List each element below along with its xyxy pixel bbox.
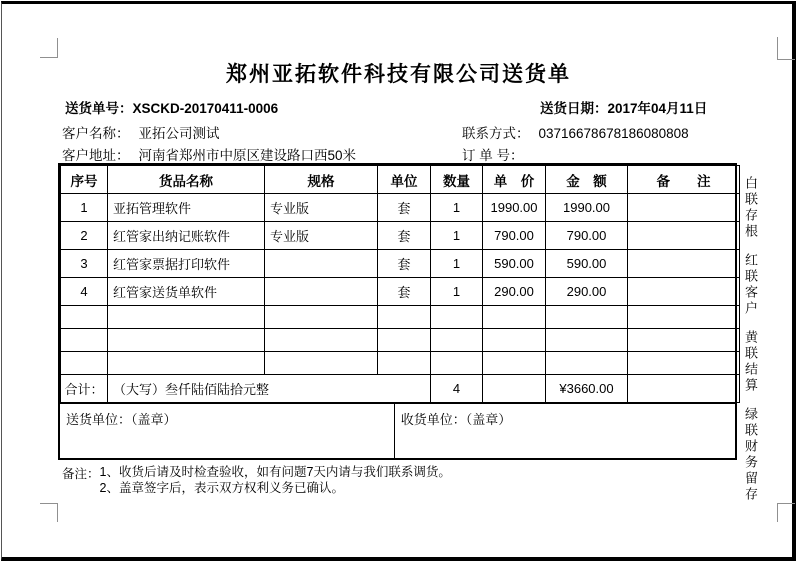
column-header: 备 注 bbox=[628, 166, 740, 194]
item-name: 红管家出纳记账软件 bbox=[108, 222, 265, 250]
item-no: 3 bbox=[61, 250, 108, 278]
table-row bbox=[61, 278, 740, 306]
sender-unit: 送货单位：（盖章） bbox=[60, 404, 395, 458]
delivery-no bbox=[65, 97, 278, 117]
table-row bbox=[61, 250, 740, 278]
total-label: 合计： bbox=[61, 375, 108, 403]
delivery-date bbox=[540, 97, 707, 117]
item-amount: 790.00 bbox=[546, 222, 628, 250]
empty-cell bbox=[483, 329, 546, 352]
item-no: 1 bbox=[61, 194, 108, 222]
empty-cell bbox=[546, 329, 628, 352]
customer-address-value: 河南省郑州市中原区建设路口西50米 bbox=[138, 148, 357, 163]
items-table bbox=[58, 163, 737, 460]
empty-row bbox=[61, 352, 740, 375]
item-qty: 1 bbox=[431, 250, 483, 278]
empty-cell bbox=[431, 352, 483, 375]
column-header: 货品名称 bbox=[108, 166, 265, 194]
item-amount: 1990.00 bbox=[546, 194, 628, 222]
notes bbox=[62, 464, 451, 496]
empty-cell bbox=[108, 352, 265, 375]
copy-label: 白联存根 bbox=[743, 176, 758, 240]
copy-color-labels bbox=[742, 176, 759, 503]
column-header: 金 额 bbox=[546, 166, 628, 194]
item-unit: 套 bbox=[378, 222, 431, 250]
order-no-label: 订 单 号： bbox=[462, 148, 524, 163]
amount-in-words: （大写）叁仟陆佰陆拾元整 bbox=[108, 375, 431, 403]
crop-mark-bottom-right bbox=[777, 503, 795, 522]
item-spec: 专业版 bbox=[265, 194, 378, 222]
empty-cell bbox=[546, 306, 628, 329]
contact-value: 03716678678186080808 bbox=[538, 126, 689, 141]
item-spec bbox=[265, 250, 378, 278]
table-row bbox=[61, 194, 740, 222]
column-header: 数量 bbox=[431, 166, 483, 194]
empty-cell bbox=[546, 352, 628, 375]
crop-mark-top-left bbox=[40, 38, 58, 58]
item-price: 790.00 bbox=[483, 222, 546, 250]
total-amount: ¥3660.00 bbox=[546, 375, 628, 403]
item-unit: 套 bbox=[378, 250, 431, 278]
copy-label: 红联客户 bbox=[743, 253, 758, 317]
column-header: 单 价 bbox=[483, 166, 546, 194]
table-header-row bbox=[61, 166, 740, 194]
contact bbox=[462, 122, 689, 142]
item-spec bbox=[265, 278, 378, 306]
item-remark bbox=[628, 222, 740, 250]
crop-mark-top-right bbox=[777, 37, 795, 60]
item-price: 590.00 bbox=[483, 250, 546, 278]
order-no bbox=[462, 144, 533, 164]
notes-label: 备注： bbox=[62, 467, 100, 481]
empty-cell bbox=[61, 306, 108, 329]
item-price: 290.00 bbox=[483, 278, 546, 306]
customer-name-value: 亚拓公司测试 bbox=[138, 126, 220, 141]
item-qty: 1 bbox=[431, 222, 483, 250]
empty-cell bbox=[265, 329, 378, 352]
empty-cell bbox=[61, 329, 108, 352]
customer-name bbox=[62, 122, 220, 142]
total-row bbox=[61, 375, 740, 403]
total-remark-empty bbox=[628, 375, 740, 403]
note-line-1: 1、收货后请及时检查验收，如有问题7天内请与我们联系调货。 bbox=[99, 465, 451, 479]
column-header: 序号 bbox=[61, 166, 108, 194]
item-no: 4 bbox=[61, 278, 108, 306]
stamp-row bbox=[60, 403, 735, 458]
empty-cell bbox=[378, 306, 431, 329]
empty-cell bbox=[108, 329, 265, 352]
item-name: 红管家票据打印软件 bbox=[108, 250, 265, 278]
items-grid bbox=[60, 165, 740, 403]
customer-address-label: 客户地址： bbox=[62, 148, 130, 163]
customer-name-label: 客户名称： bbox=[62, 126, 130, 141]
empty-row bbox=[61, 306, 740, 329]
empty-cell bbox=[108, 306, 265, 329]
empty-cell bbox=[378, 329, 431, 352]
column-header: 单位 bbox=[378, 166, 431, 194]
empty-cell bbox=[431, 306, 483, 329]
empty-cell bbox=[483, 306, 546, 329]
table-row bbox=[61, 222, 740, 250]
receiver-unit: 收货单位：（盖章） bbox=[400, 412, 512, 427]
item-remark bbox=[628, 250, 740, 278]
item-remark bbox=[628, 194, 740, 222]
copy-label: 黄联结算 bbox=[743, 330, 758, 394]
empty-cell bbox=[483, 352, 546, 375]
item-spec: 专业版 bbox=[265, 222, 378, 250]
empty-cell bbox=[265, 306, 378, 329]
empty-cell bbox=[61, 352, 108, 375]
column-header: 规格 bbox=[265, 166, 378, 194]
delivery-no-value: XSCKD-20170411-0006 bbox=[132, 101, 279, 116]
contact-label: 联系方式： bbox=[462, 126, 530, 141]
delivery-date-label: 送货日期： bbox=[540, 101, 608, 116]
item-name: 亚拓管理软件 bbox=[108, 194, 265, 222]
customer-address bbox=[62, 144, 356, 164]
total-price-empty bbox=[483, 375, 546, 403]
item-qty: 1 bbox=[431, 194, 483, 222]
empty-cell bbox=[628, 306, 740, 329]
page-title: 郑州亚拓软件科技有限公司送货单 bbox=[226, 63, 571, 86]
item-qty: 1 bbox=[431, 278, 483, 306]
crop-mark-bottom-left bbox=[40, 503, 58, 522]
empty-cell bbox=[431, 329, 483, 352]
delivery-date-value: 2017年04月11日 bbox=[607, 101, 708, 116]
item-price: 1990.00 bbox=[483, 194, 546, 222]
item-amount: 290.00 bbox=[546, 278, 628, 306]
item-remark bbox=[628, 278, 740, 306]
item-unit: 套 bbox=[378, 278, 431, 306]
item-amount: 590.00 bbox=[546, 250, 628, 278]
empty-cell bbox=[628, 329, 740, 352]
empty-cell bbox=[378, 352, 431, 375]
item-no: 2 bbox=[61, 222, 108, 250]
empty-cell bbox=[265, 352, 378, 375]
item-name: 红管家送货单软件 bbox=[108, 278, 265, 306]
delivery-no-label: 送货单号： bbox=[65, 101, 133, 116]
empty-cell bbox=[628, 352, 740, 375]
total-qty: 4 bbox=[431, 375, 483, 403]
note-line-2: 2、盖章签字后，表示双方权利义务已确认。 bbox=[99, 481, 344, 495]
empty-row bbox=[61, 329, 740, 352]
item-unit: 套 bbox=[378, 194, 431, 222]
copy-label: 绿联财务留存 bbox=[743, 407, 758, 503]
